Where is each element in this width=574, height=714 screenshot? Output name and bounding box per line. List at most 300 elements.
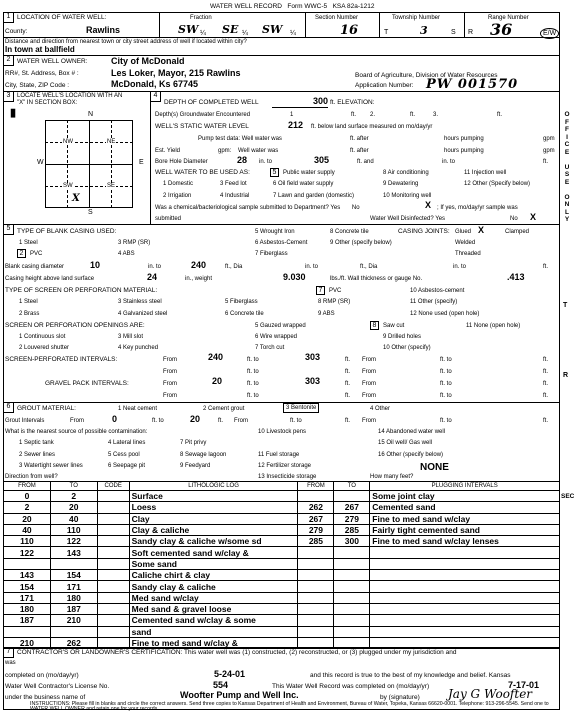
section-1-number: 1 <box>3 12 14 23</box>
signature: Jay G Woofter <box>448 687 533 701</box>
plug-interval <box>370 626 560 637</box>
owner-value: City of McDonald <box>111 56 185 66</box>
diameter-to-value: 240 <box>191 260 207 270</box>
use-public: Public water supply <box>283 170 335 176</box>
west-label: W <box>37 159 44 166</box>
plug-interval: Some joint clay <box>370 491 560 502</box>
use-industrial: 4 Industrial <box>220 193 250 199</box>
sp-ft: ft. <box>345 357 351 363</box>
east-label: E <box>139 159 144 166</box>
log-row <box>4 581 560 592</box>
sp-ft-to: ft. to <box>247 357 259 363</box>
use-lawn: 7 Lawn and garden (domestic) <box>273 193 355 199</box>
log-row <box>4 513 560 524</box>
log-header-code: CODE <box>97 482 129 491</box>
contam-fuel: 11 Fuel storage <box>258 452 300 458</box>
office-use-label: O F F I C E U S E O N L Y <box>564 111 570 223</box>
sp-ft-to-2: ft. to <box>440 357 452 363</box>
plug-interval <box>370 558 560 569</box>
log-to: 187 <box>50 603 97 614</box>
log-lithology: Some sand <box>129 558 298 569</box>
record-completed-value: 7-17-01 <box>508 680 540 690</box>
contam-livestock: 10 Livestock pens <box>258 429 307 435</box>
plug-from: 262 <box>298 502 334 513</box>
screen-none: 12 None used (open hole) <box>410 311 480 317</box>
well-location-x: X <box>72 193 80 204</box>
log-code <box>97 603 129 614</box>
grout-cement: 2 Cement grout <box>203 406 245 412</box>
direction-label: Direction from well? <box>5 474 58 480</box>
use-feedlot: 3 Feed lot <box>220 181 247 187</box>
static-tail: ft. below land surface measured on mo/day/yr <box>311 124 433 130</box>
certification-text: CONTRACTOR'S OR LANDOWNER'S CERTIFICATION: This water well was (1) constructed, (2) reconstructed, or (3) plugged under my jurisdiction and <box>17 649 457 656</box>
application-value: PW 001570 <box>426 77 519 92</box>
use-oilfield: 6 Oil field water supply <box>273 181 334 187</box>
distance-label: Distance and direction from nearest town or city street address of well if located within city? <box>5 39 247 45</box>
sp-ft-4: ft. <box>543 369 549 375</box>
sp-from-label-2: From <box>362 357 376 363</box>
plug-from <box>298 491 334 502</box>
bore-to-value: 305 <box>314 155 330 165</box>
log-row <box>4 536 560 547</box>
use-monitoring: 10 Monitoring well <box>383 193 432 199</box>
city-value: McDonald, Ks 67745 <box>111 79 199 89</box>
log-row <box>4 502 560 513</box>
sp-from-label-4: From <box>362 369 376 375</box>
township-s: S <box>451 29 456 36</box>
license-value: 554 <box>213 680 229 690</box>
completed-value: 5-24-01 <box>214 669 246 679</box>
gw2-label: 2. <box>370 112 376 118</box>
plug-interval: Fine to med sand w/clay <box>370 513 560 524</box>
weight-unit: lbs./ft. Wall thickness or gauge No. <box>330 276 423 282</box>
gi-to-value: 20 <box>190 414 201 424</box>
diameter-in-to-2: in. to <box>305 264 319 270</box>
log-code <box>97 558 129 569</box>
township-t: T <box>384 29 389 36</box>
gi-ft-to-3: ft. to <box>440 418 452 424</box>
log-lithology: Fine to med sand w/clay & <box>129 637 298 648</box>
plug-from: 285 <box>298 536 334 547</box>
lithologic-log-table <box>3 481 560 649</box>
log-to: 180 <box>50 592 97 603</box>
plug-to <box>334 626 370 637</box>
range-value: 36 <box>490 20 513 39</box>
joints-glued-x: X <box>478 225 485 235</box>
gp-from-value: 20 <box>212 376 223 386</box>
sp-from-value: 240 <box>208 352 224 362</box>
plug-interval <box>370 603 560 614</box>
bact-label: Was a chemical/bacteriological sample submitted to Department? Yes No <box>155 205 360 211</box>
screen-asbestos: 10 Asbestos-cement <box>410 288 465 294</box>
plug-from <box>298 603 334 614</box>
joints-glued: Glued <box>455 229 472 235</box>
section-6-number: 6 <box>3 402 14 413</box>
log-from: 180 <box>4 603 51 614</box>
log-from: 187 <box>4 615 51 626</box>
plug-interval: Fine to med sand w/clay lenses <box>370 536 560 547</box>
plug-from <box>298 558 334 569</box>
screen-intervals-label: SCREEN-PERFORATED INTERVALS: <box>5 356 118 363</box>
contam-other: 16 Other (specify below) <box>378 452 444 458</box>
use-dewatering: 9 Dewatering <box>383 181 419 187</box>
bact-tail: ; If yes, mo/day/yr sample was <box>437 205 518 211</box>
yield-label: Est. Yield <box>155 148 181 154</box>
screen-brass: 2 Brass <box>19 311 40 317</box>
contam-fertilizer: 12 Fertilizer storage <box>258 463 312 469</box>
license-label: Water Well Contractor's License No. <box>5 683 110 690</box>
certification-was: was <box>5 660 16 666</box>
south-label: S <box>88 209 93 216</box>
log-code <box>97 592 129 603</box>
log-header-lithologic: LITHOLOGIC LOG <box>129 482 298 491</box>
bore-ft: ft. <box>543 159 549 165</box>
grout-neat: 1 Neat cement <box>118 406 158 412</box>
diameter-ft-dia-2: ft., Dia <box>360 264 378 270</box>
log-code <box>97 491 129 502</box>
log-to: 143 <box>50 547 97 558</box>
screen-pvc: PVC <box>329 288 342 294</box>
log-row <box>4 558 560 569</box>
location-label: LOCATION OF WATER WELL: <box>17 14 107 21</box>
contam-septic: 1 Septic tank <box>19 440 54 446</box>
section-number-label: Section Number <box>315 15 359 21</box>
bact-no-x: X <box>425 200 432 210</box>
business-label: under the business name of <box>5 694 86 701</box>
joints-clamped: Clamped <box>505 229 530 235</box>
locate-label: LOCATE WELL'S LOCATION WITH AN "X" IN SECTION BOX: <box>17 93 123 106</box>
log-lithology: Sandy clay & caliche <box>129 581 298 592</box>
diameter-ft-dia: ft., Dia <box>225 264 243 270</box>
plug-interval <box>370 570 560 581</box>
log-lithology: Med sand & gravel loose <box>129 603 298 614</box>
contam-none-value: NONE <box>420 462 449 473</box>
side-t-label: T <box>563 302 568 309</box>
log-to: 154 <box>50 570 97 581</box>
plug-interval <box>370 592 560 603</box>
log-to: 262 <box>50 637 97 648</box>
plug-to: 300 <box>334 536 370 547</box>
height-in-weight: in., weight <box>185 276 213 282</box>
pump-gpm: gpm <box>543 136 555 142</box>
gp-to-value: 303 <box>305 376 321 386</box>
nw-label: NW <box>63 139 73 145</box>
casing-steel: 1 Steel <box>19 240 38 246</box>
yield-gpm: gpm: <box>218 148 232 154</box>
sp-ft-to-4: ft. to <box>440 369 452 375</box>
log-lithology: Caliche chirt & clay <box>129 570 298 581</box>
perf-other: 10 Other (specify) <box>383 345 431 351</box>
elevation-label: ft. ELEVATION: <box>330 99 375 106</box>
log-from: 171 <box>4 592 51 603</box>
range-label: Range Number <box>488 15 529 21</box>
log-code <box>97 524 129 535</box>
use-other: 12 Other (Specify below) <box>464 181 531 187</box>
gw2-ft: ft. <box>410 112 416 118</box>
grout-label: GROUT MATERIAL: <box>17 405 76 412</box>
gp-from-label-4: From <box>362 393 376 399</box>
joints-welded: Welded <box>455 240 476 246</box>
log-code <box>97 581 129 592</box>
log-from: 20 <box>4 513 51 524</box>
log-from: 40 <box>4 524 51 535</box>
fraction-3: SW <box>262 23 283 36</box>
side-r-label: R <box>563 372 569 379</box>
contam-sewer: 2 Sewer lines <box>19 452 56 458</box>
quarter-mark: ¼ <box>200 30 206 37</box>
section-5-number: 5 <box>3 224 14 235</box>
plug-from: 279 <box>298 524 334 535</box>
casing-rmp: 3 RMP (SR) <box>118 240 151 246</box>
quarter-mark: ¼ <box>242 30 248 37</box>
perf-continuous: 1 Continuous slot <box>19 334 66 340</box>
log-row <box>4 615 560 626</box>
log-header-to: TO <box>50 482 97 491</box>
sp-from-label: From <box>163 357 177 363</box>
log-to <box>50 558 97 569</box>
log-to: 20 <box>50 502 97 513</box>
contam-lateral: 4 Lateral lines <box>108 440 146 446</box>
log-from: 2 <box>4 502 51 513</box>
plug-to: 285 <box>334 524 370 535</box>
completed-label: completed on (mo/day/yr) <box>5 672 79 679</box>
log-to: 210 <box>50 615 97 626</box>
screen-abs: 9 ABS <box>318 311 335 317</box>
sp-ft-3: ft. <box>345 369 351 375</box>
gi-ft-to: ft. to <box>152 418 164 424</box>
grout-other: 4 Other <box>370 406 391 412</box>
pump-label: Pump test data: Well water was <box>198 136 282 142</box>
quarter-mark: ¼ <box>290 30 296 37</box>
bore-value: 28 <box>237 155 248 165</box>
plug-interval: Fairly tight cemented sand <box>370 524 560 535</box>
section-4-number: 4 <box>150 91 161 102</box>
contam-insecticide: 13 Insecticide storage <box>258 474 317 480</box>
plug-from <box>298 547 334 558</box>
perf-key: 4 Key punched <box>118 345 159 351</box>
gravel-label: GRAVEL PACK INTERVALS: <box>45 380 129 387</box>
instructions-text: INSTRUCTIONS: Please fill in blanks and circle the correct answers. Send three copies to Kansas Department of Health and Environment, Bureau of Water, Topeka, Kansas 66620-0001. Telephone: 913-296-5545. Send one to WATER WELL OWNER and retain one for your records. <box>30 701 549 713</box>
perf-gauzed: 5 Gauzed wrapped <box>255 323 306 329</box>
gi-ft-3: ft. <box>543 418 549 424</box>
log-row <box>4 626 560 637</box>
log-to: 122 <box>50 536 97 547</box>
log-from: 0 <box>4 491 51 502</box>
perf-louvered: 2 Louvered shutter <box>19 345 70 351</box>
section-7-number: 7 <box>3 647 14 658</box>
pump-hours: hours pumping <box>444 136 484 142</box>
weight-value: 9.030 <box>283 272 306 282</box>
log-code <box>97 547 129 558</box>
sp-from-label-3: From <box>163 369 177 375</box>
perf-drilled: 9 Drilled holes <box>383 334 422 340</box>
yield-gpm2: gpm <box>543 148 555 154</box>
screen-label: TYPE OF SCREEN OR PERFORATION MATERIAL: <box>5 287 158 294</box>
depth-label: DEPTH OF COMPLETED WELL <box>164 99 259 106</box>
yield-ft-after: ft. after <box>350 148 369 154</box>
gw1-ft: ft. <box>351 112 357 118</box>
fraction-2: SE <box>222 23 239 36</box>
log-code <box>97 626 129 637</box>
log-to: 171 <box>50 581 97 592</box>
range-r: R <box>468 29 474 36</box>
plug-to <box>334 491 370 502</box>
contamination-label: What is the nearest source of possible contamination: <box>5 429 148 435</box>
use-air: 8 Air conditioning <box>383 170 429 176</box>
township-label: Township Number <box>392 15 441 21</box>
north-label: N <box>88 111 94 118</box>
log-lithology: Loess <box>129 502 298 513</box>
contam-feedyard: 9 Feedyard <box>180 463 211 469</box>
county-label: County: <box>5 28 28 35</box>
gp-ft-to-3: ft. to <box>247 393 259 399</box>
screen-rmp: 8 RMP (SR) <box>318 299 351 305</box>
log-from: 122 <box>4 547 51 558</box>
section-3-number: 3 <box>3 91 14 102</box>
screen-pvc-checkbox[interactable]: 7 <box>316 286 325 295</box>
gp-ft: ft. <box>345 381 351 387</box>
contam-pit: 7 Pit privy <box>180 440 207 446</box>
log-to: 2 <box>50 491 97 502</box>
use-injection: 11 Injection well <box>464 170 507 176</box>
fraction-label: Fraction <box>190 15 212 21</box>
gi-ft: ft. <box>218 418 224 424</box>
height-value: 24 <box>147 272 158 282</box>
screen-stainless: 3 Stainless steel <box>118 299 162 305</box>
gp-from-label-3: From <box>163 393 177 399</box>
mile-marker: ▮ <box>10 107 17 119</box>
gi-from-label-3: From <box>362 418 376 424</box>
log-from: 154 <box>4 581 51 592</box>
log-lithology: Surface <box>129 491 298 502</box>
gp-from-label: From <box>163 381 177 387</box>
log-lithology: Clay <box>129 513 298 524</box>
gp-ft-to: ft. to <box>247 381 259 387</box>
city-label: City, State, ZIP Code : <box>5 82 70 89</box>
log-from <box>4 558 51 569</box>
signature-label: by (signature) <box>380 694 420 701</box>
contam-lagoon: 8 Sewage lagoon <box>180 452 227 458</box>
plug-to <box>334 592 370 603</box>
bore-in-to-2: in. to <box>442 159 456 165</box>
submitted-label: submitted <box>155 216 182 222</box>
gi-from-label-2: From <box>234 418 248 424</box>
completed-tail: and this record is true to the best of my knowledge and belief. Kansas <box>310 672 511 679</box>
log-lithology: sand <box>129 626 298 637</box>
form-title: WATER WELL RECORD Form WWC-5 KSA 82a-1212 <box>210 3 375 10</box>
gw3-label: 3. <box>433 112 439 118</box>
disinfected-no: No <box>510 216 518 222</box>
yield-hours: hours pumping <box>444 148 484 154</box>
wall-value: .413 <box>507 272 525 282</box>
bore-and: ft. and <box>357 159 374 165</box>
gw3-ft: ft. <box>497 112 503 118</box>
how-many-feet-label: How many feet? <box>370 474 414 480</box>
casing-pvc: PVC <box>30 251 43 257</box>
log-row <box>4 524 560 535</box>
business-value: Woofter Pump and Well Inc. <box>180 690 299 700</box>
casing-asbestos: 6 Asbestos-Cement <box>255 240 308 246</box>
log-code <box>97 570 129 581</box>
casing-other: 9 Other (specify below) <box>330 240 392 246</box>
gp-ft-to-2: ft. to <box>440 381 452 387</box>
log-code <box>97 536 129 547</box>
log-lithology: Sandy clay & caliche w/some sd <box>129 536 298 547</box>
diameter-in-to-3: in. to <box>453 264 467 270</box>
plug-to: 267 <box>334 502 370 513</box>
fraction-1: SW <box>178 23 199 36</box>
gp-from-label-2: From <box>362 381 376 387</box>
address-label: RR#, St. Address, Box # : <box>5 70 79 77</box>
range-ew: E/W <box>540 28 559 39</box>
depth-value: 300 <box>313 96 329 106</box>
log-from: 143 <box>4 570 51 581</box>
gi-ft-to-2: ft. to <box>290 418 302 424</box>
use-domestic: 1 Domestic <box>163 181 194 187</box>
plug-to <box>334 603 370 614</box>
log-row <box>4 603 560 614</box>
diameter-in-to: in. to <box>148 264 162 270</box>
log-header-row <box>4 482 560 491</box>
perf-none: 11 None (open hole) <box>466 323 521 329</box>
log-code <box>97 502 129 513</box>
plug-to <box>334 558 370 569</box>
plug-interval: Cemented sand <box>370 502 560 513</box>
plug-to: 279 <box>334 513 370 524</box>
log-row <box>4 592 560 603</box>
plug-interval <box>370 615 560 626</box>
se-label: SE <box>107 183 116 189</box>
casing-type-label: TYPE OF BLANK CASING USED: <box>17 228 117 235</box>
use-label: WELL WATER TO BE USED AS: <box>155 169 250 176</box>
section-2-number: 2 <box>3 55 14 66</box>
diameter-ft: ft. <box>543 264 549 270</box>
contam-watertight: 3 Watertight sewer lines <box>19 463 83 469</box>
owner-label: WATER WELL OWNER: <box>17 58 88 65</box>
perf-torch: 7 Torch cut <box>255 345 285 351</box>
log-to: 110 <box>50 524 97 535</box>
height-label: Casing height above land surface <box>5 276 95 282</box>
perforation-label: SCREEN OR PERFORATION OPENINGS ARE: <box>5 322 145 329</box>
log-to <box>50 626 97 637</box>
grout-bentonite-checked[interactable]: 3 Bentonite <box>283 403 319 413</box>
log-lithology: Med sand w/clay <box>129 592 298 603</box>
casing-wrought: 5 Wrought Iron <box>255 229 295 235</box>
ne-label: NE <box>107 139 116 145</box>
log-from: 210 <box>4 637 51 648</box>
disinfected-label: Water Well Disinfected? Yes <box>370 216 446 222</box>
casing-concrete: 8 Concrete tile <box>330 229 369 235</box>
sp-ft-to-3: ft. to <box>247 369 259 375</box>
use-public-checkbox[interactable]: 5 <box>270 168 279 177</box>
log-header-from-2: FROM <box>298 482 334 491</box>
application-label: Application Number: <box>355 82 414 89</box>
pump-ft-after: ft. after <box>350 136 369 142</box>
perf-saw-checkbox[interactable]: 8 <box>370 321 379 330</box>
static-label: WELL'S STATIC WATER LEVEL <box>155 123 249 130</box>
plug-from <box>298 581 334 592</box>
contam-abandoned: 14 Abandoned water well <box>378 429 446 435</box>
use-irrigation: 2 Irrigation <box>163 193 192 199</box>
plug-from <box>298 626 334 637</box>
casing-pvc-checkbox[interactable]: 2 <box>17 249 26 258</box>
diameter-label: Blank casing diameter <box>5 264 65 270</box>
county-value: Rawlins <box>86 25 121 35</box>
log-header-plugging: PLUGGING INTERVALS <box>370 482 560 491</box>
plug-interval <box>370 581 560 592</box>
contam-cess: 5 Cess pool <box>108 452 140 458</box>
static-value: 212 <box>288 120 304 130</box>
